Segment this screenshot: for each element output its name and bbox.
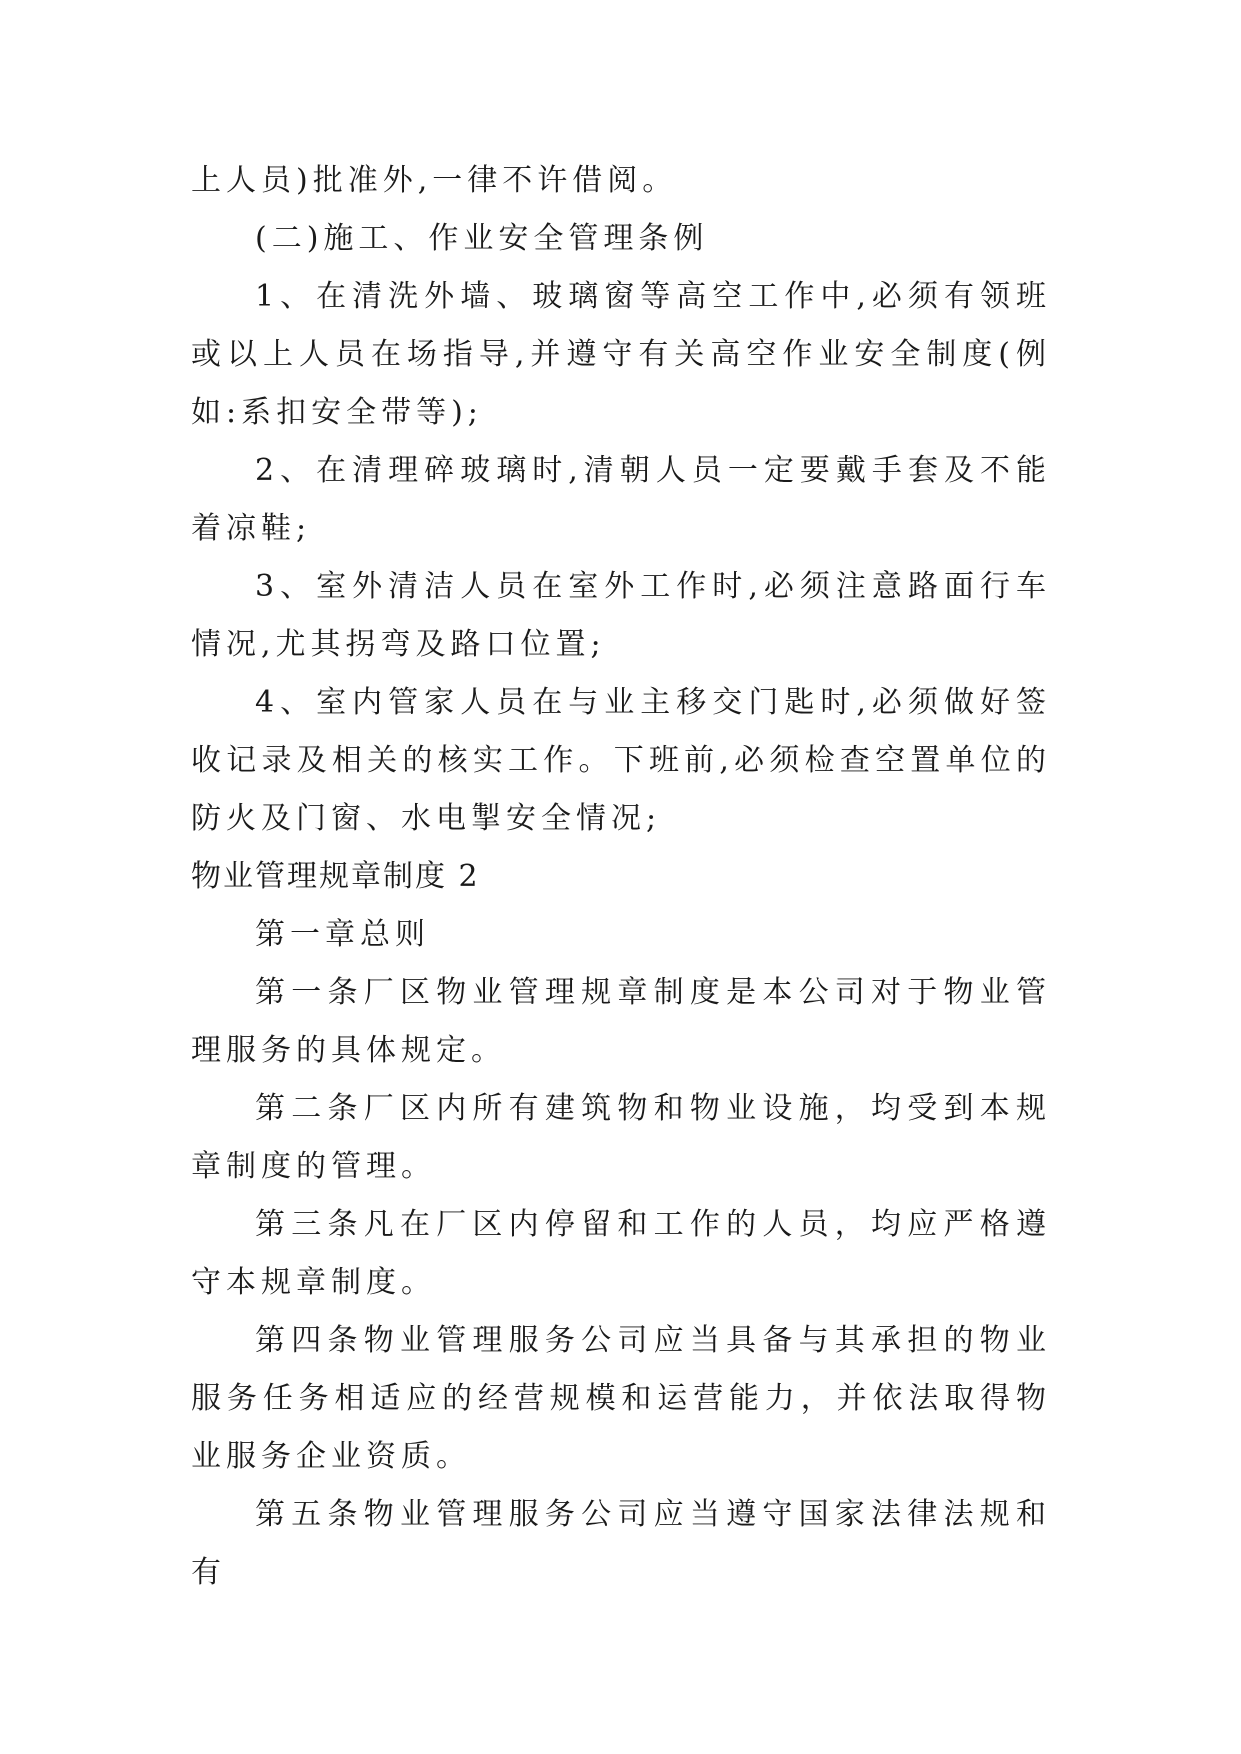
article-2: 第二条厂区内所有建筑物和物业设施，均受到本规章制度的管理。 (191, 1091, 1051, 1184)
article-3: 第三条凡在厂区内停留和工作的人员，均应严格遵守本规章制度。 (191, 1207, 1051, 1300)
paragraph-1: 上人员)批准外,一律不许借阅。 (191, 163, 678, 198)
chapter-title: 第一章总则 (255, 917, 430, 952)
article-5: 第五条物业管理服务公司应当遵守国家法律法规和有 (191, 1497, 1051, 1590)
paragraph-4: 2、在清理碎玻璃时,清朝人员一定要戴手套及不能着凉鞋; (191, 453, 1051, 546)
section-heading: 物业管理规章制度 2 (191, 859, 480, 894)
article-1: 第一条厂区物业管理规章制度是本公司对于物业管理服务的具体规定。 (191, 975, 1051, 1068)
paragraph-6: 4、室内管家人员在与业主移交门匙时,必须做好签收记录及相关的核实工作。下班前,必须检查空置单位的防火及门窗、水电掣安全情况; (191, 685, 1051, 836)
paragraph-5: 3、室外清洁人员在室外工作时,必须注意路面行车情况,尤其拐弯及路口位置; (191, 569, 1051, 662)
article-4: 第四条物业管理服务公司应当具备与其承担的物业服务任务相适应的经营规模和运营能力，并依法取得物业服务企业资质。 (191, 1323, 1051, 1474)
paragraph-2: (二)施工、作业安全管理条例 (255, 221, 709, 256)
paragraph-3: 1、在清洗外墙、玻璃窗等高空工作中,必须有领班或以上人员在场指导,并遵守有关高空作业安全制度(例如:系扣安全带等); (191, 279, 1051, 430)
document-page (191, 152, 1051, 1602)
